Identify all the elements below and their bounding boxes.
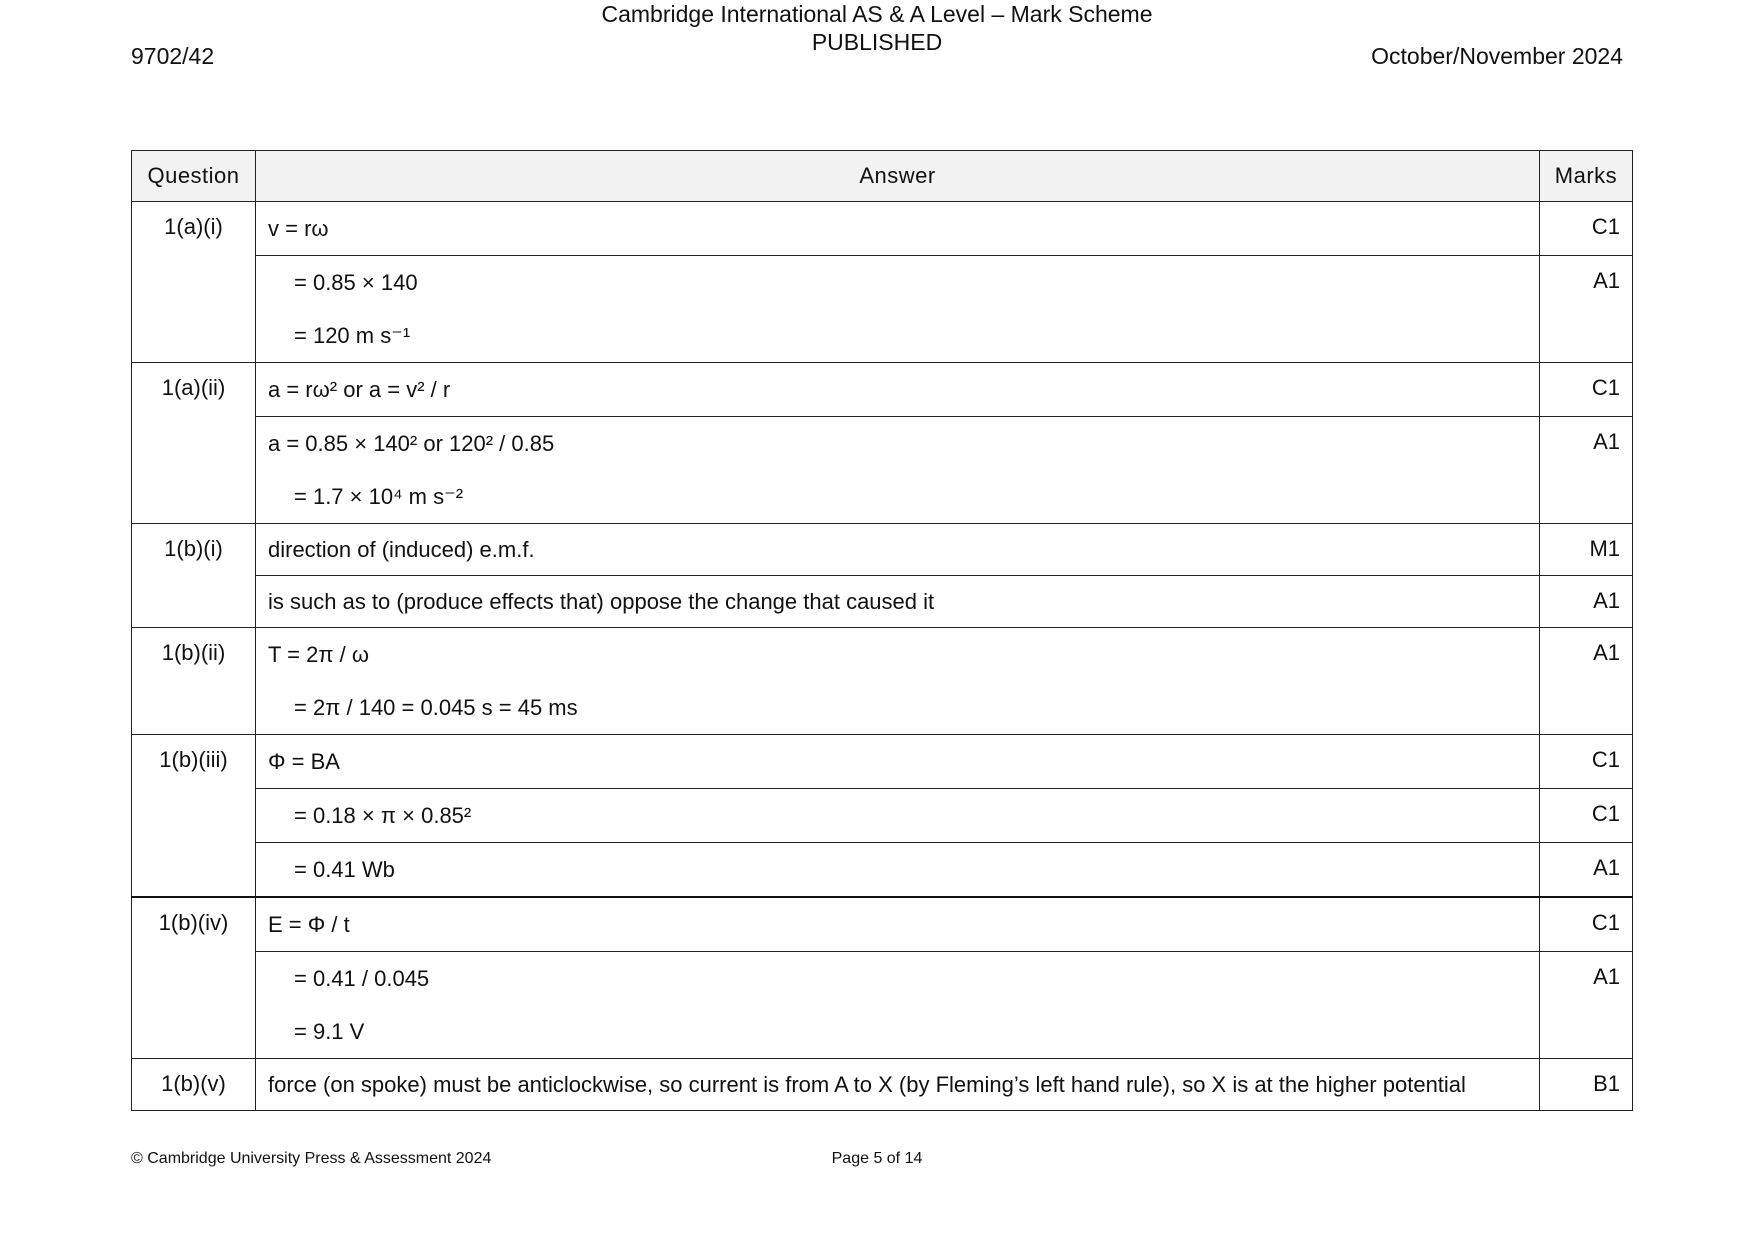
answer-cell <box>256 202 1540 256</box>
answer-line: = 0.85 × 140 <box>294 270 418 295</box>
published-label: PUBLISHED <box>811 29 943 55</box>
mark-cell: C1 <box>1540 363 1633 417</box>
table-row <box>132 897 1633 952</box>
answer-line: = 0.18 × π × 0.85² <box>294 803 472 828</box>
table-row <box>132 843 1633 898</box>
table-header-row <box>132 151 1633 202</box>
answer-line: E = Φ / t <box>268 912 350 937</box>
answer-cell <box>256 576 1540 628</box>
page-number: Page 5 of 14 <box>831 1150 923 1167</box>
mark-cell: C1 <box>1540 789 1633 843</box>
mark-cell: A1 <box>1540 628 1633 735</box>
answer-line: T = 2π / ω <box>268 642 370 667</box>
answer-cell <box>256 897 1540 952</box>
answer-cell <box>256 1059 1540 1111</box>
table-row <box>132 363 1633 417</box>
mark-cell: C1 <box>1540 202 1633 256</box>
copyright-notice: © Cambridge University Press & Assessment 2024 <box>131 1150 492 1167</box>
table-row <box>132 952 1633 1059</box>
answer-line: v = rω <box>268 216 329 241</box>
mark-cell: M1 <box>1540 524 1633 576</box>
mark-cell: A1 <box>1540 417 1633 524</box>
answer-cell <box>256 735 1540 789</box>
paper-code: 9702/42 <box>131 43 215 69</box>
answer-line: direction of (induced) e.m.f. <box>268 537 535 562</box>
mark-scheme-table <box>131 150 1633 1111</box>
answer-line: a = rω² or a = v² / r <box>268 377 451 402</box>
answer-line: = 120 m s⁻¹ <box>294 323 411 348</box>
mark-cell: A1 <box>1540 952 1633 1059</box>
mark-cell: A1 <box>1540 256 1633 363</box>
table-row <box>132 628 1633 735</box>
question-number: 1(b)(iv) <box>132 897 256 1059</box>
table-row <box>132 256 1633 363</box>
table-row <box>132 417 1633 524</box>
mark-cell: C1 <box>1540 735 1633 789</box>
table-row <box>132 1059 1633 1111</box>
question-header: Question <box>132 151 256 202</box>
mark-cell: A1 <box>1540 843 1633 898</box>
answer-cell <box>256 843 1540 898</box>
table-row <box>132 735 1633 789</box>
question-number: 1(a)(ii) <box>132 363 256 524</box>
title-line: Cambridge International AS & A Level – Mark Scheme <box>601 1 1153 27</box>
answer-line: Φ = BA <box>268 749 340 774</box>
answer-line: = 0.41 / 0.045 <box>294 966 430 991</box>
question-number: 1(b)(v) <box>132 1059 256 1111</box>
answer-cell <box>256 952 1540 1059</box>
answer-cell <box>256 789 1540 843</box>
mark-cell: A1 <box>1540 576 1633 628</box>
mark-cell: B1 <box>1540 1059 1633 1111</box>
question-number: 1(b)(i) <box>132 524 256 628</box>
exam-session: October/November 2024 <box>1371 43 1623 69</box>
answer-line: force (on spoke) must be anticlockwise, so current is from A to X (by Fleming’s left hand rule), so X is at the higher potential <box>268 1072 1466 1097</box>
answer-header: Answer <box>256 151 1540 202</box>
answer-line: = 2π / 140 = 0.045 s = 45 ms <box>294 695 578 720</box>
mark-cell: C1 <box>1540 897 1633 952</box>
answer-cell <box>256 417 1540 524</box>
marks-header: Marks <box>1540 151 1633 202</box>
answer-line: a = 0.85 × 140² or 120² / 0.85 <box>268 431 555 456</box>
answer-cell <box>256 628 1540 735</box>
table-row <box>132 789 1633 843</box>
answer-line: = 9.1 V <box>294 1019 365 1044</box>
answer-cell <box>256 256 1540 363</box>
question-number: 1(b)(iii) <box>132 735 256 898</box>
question-number: 1(a)(i) <box>132 202 256 363</box>
table-row <box>132 524 1633 576</box>
question-number: 1(b)(ii) <box>132 628 256 735</box>
answer-cell <box>256 363 1540 417</box>
table-row <box>132 576 1633 628</box>
answer-cell <box>256 524 1540 576</box>
answer-line: = 0.41 Wb <box>294 857 395 882</box>
table-row <box>132 202 1633 256</box>
answer-line: = 1.7 × 10⁴ m s⁻² <box>294 484 464 509</box>
answer-line: is such as to (produce effects that) oppose the change that caused it <box>268 589 935 614</box>
